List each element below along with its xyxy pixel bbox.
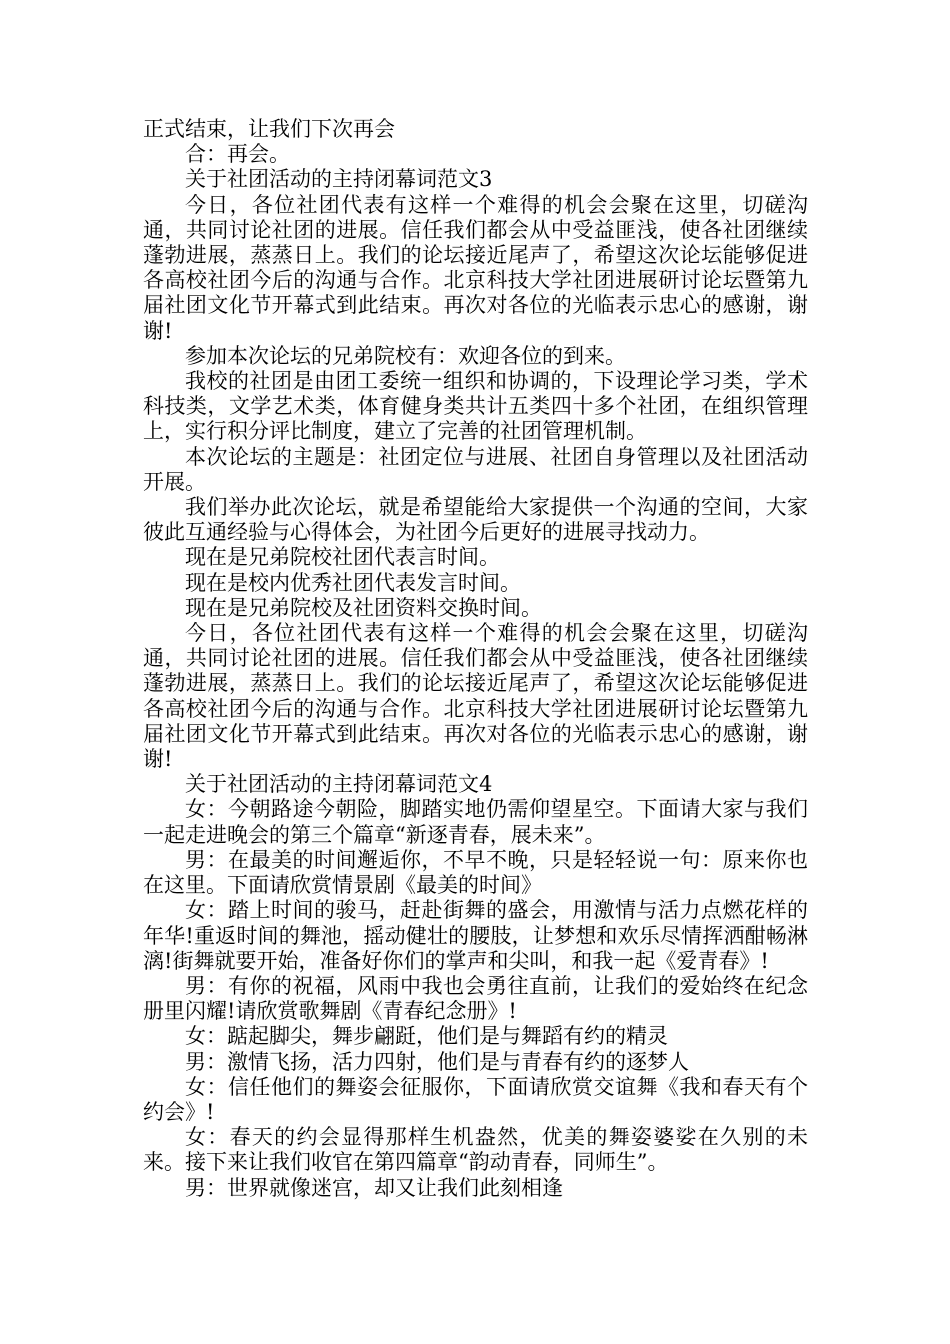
paragraph: 女：春天的约会显得那样生机盎然，优美的舞姿婆娑在久别的未来。接下来让我们收官在第四篇章“韵动青春，同师生”。 [143, 1125, 808, 1175]
paragraph: 现在是兄弟院校社团代表言时间。 [185, 545, 500, 570]
paragraph: 合：再会。 [185, 142, 290, 167]
paragraph: 女：踮起脚尖，舞步翩跹，他们是与舞蹈有约的精灵 [185, 1024, 668, 1049]
paragraph: 女：今朝路途今朝险，脚踏实地仍需仰望星空。下面请大家与我们一起走进晚会的第三个篇章“新逐青春，展未来”。 [143, 797, 808, 847]
paragraph: 正式结束，让我们下次再会 [143, 117, 395, 141]
document-body [143, 117, 808, 1201]
paragraph: 男：世界就像迷宫，却又让我们此刻相逢 [185, 1175, 563, 1200]
paragraph: 我校的社团是由团工委统一组织和协调的，下设理论学习类，学术科技类，文学艺术类，体育健身类共计五类四十多个社团，在组织管理上，实行积分评比制度，建立了完善的社团管理机制。 [143, 369, 808, 444]
paragraph: 女：踏上时间的骏马，赶赴街舞的盛会，用激情与活力点燃花样的年华!重返时间的舞池，摇动健壮的腰肢，让梦想和欢乐尽情挥洒酣畅淋漓!街舞就要开始，准备好你们的掌声和尖叫，和我一起《爱青春》! [143, 898, 808, 973]
paragraph: 参加本次论坛的兄弟院校有：欢迎各位的到来。 [185, 343, 626, 368]
paragraph: 男：激情飞扬，活力四射，他们是与青春有约的逐梦人 [185, 1049, 689, 1074]
paragraph: 本次论坛的主题是：社团定位与进展、社团自身管理以及社团活动开展。 [143, 444, 808, 494]
paragraph: 男：有你的祝福，风雨中我也会勇往直前，让我们的爱始终在纪念册里闪耀!请欣赏歌舞剧《青春纪念册》! [143, 973, 808, 1024]
paragraph: 现在是校内优秀社团代表发言时间。 [185, 570, 521, 595]
paragraph: 我们举办此次论坛，就是希望能给大家提供一个沟通的空间，大家彼此互通经验与心得体会，为社团今后更好的进展寻找动力。 [143, 495, 808, 545]
paragraph: 现在是兄弟院校及社团资料交换时间。 [185, 595, 542, 620]
paragraph: 男：在最美的时间邂逅你，不早不晚，只是轻轻说一句：原来你也在这里。下面请欣赏情景剧《最美的时间》 [143, 847, 808, 898]
section-heading: 关于社团活动的主持闭幕词范文4 [185, 772, 493, 797]
paragraph: 女：信任他们的舞姿会征服你，下面请欣赏交谊舞《我和春天有个约会》! [143, 1074, 808, 1124]
section-heading: 关于社团活动的主持闭幕词范文3 [185, 167, 493, 192]
paragraph: 今日，各位社团代表有这样一个难得的机会会聚在这里，切磋沟通，共同讨论社团的进展。信任我们都会从中受益匪浅，使各社团继续蓬勃进展，蒸蒸日上。我们的论坛接近尾声了，希望这次论坛能够促进各高校社团今后的沟通与合作。北京科技大学社团进展研讨论坛暨第九届社团文化节开幕式到此结束。再次对各位的光临表示忠心的感谢，谢谢! [143, 621, 808, 772]
paragraph: 今日，各位社团代表有这样一个难得的机会会聚在这里，切磋沟通，共同讨论社团的进展。信任我们都会从中受益匪浅，使各社团继续蓬勃进展，蒸蒸日上。我们的论坛接近尾声了，希望这次论坛能够促进各高校社团今后的沟通与合作。北京科技大学社团进展研讨论坛暨第九届社团文化节开幕式到此结束。再次对各位的光临表示忠心的感谢，谢谢! [143, 192, 808, 343]
